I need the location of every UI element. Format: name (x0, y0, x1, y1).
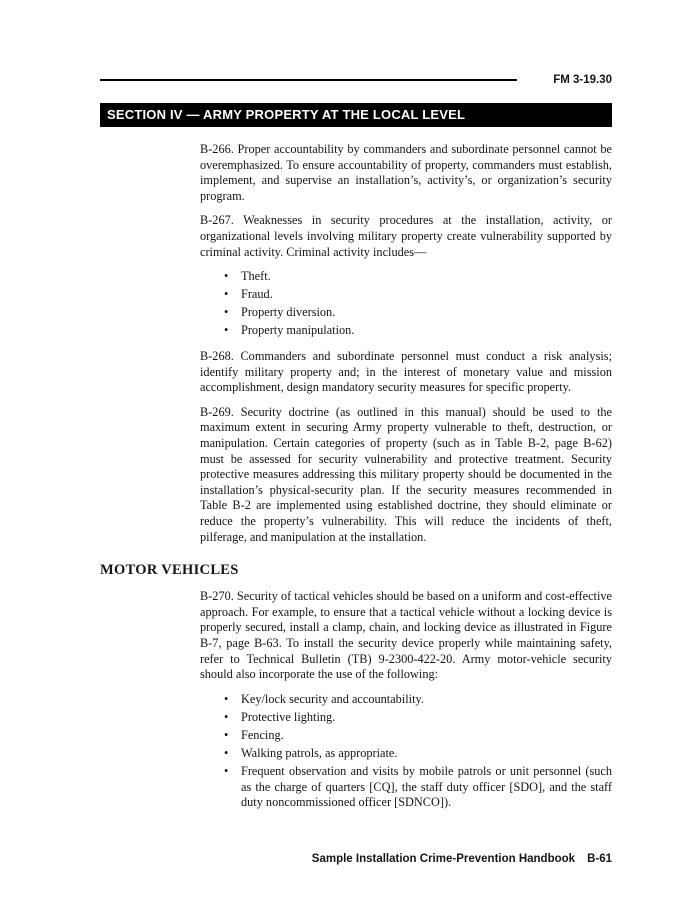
bullet-item: • Fencing. (224, 728, 612, 744)
b267-bullet-list (224, 269, 612, 339)
document-body (100, 142, 612, 811)
bullet-item: • Protective lighting. (224, 710, 612, 726)
paragraph-b267: B-267. Weaknesses in security procedures at the installation, activity, or organizational levels involving military property create vulnerability supported by criminal activity. Criminal activity includes— (200, 213, 612, 259)
b270-bullet-list (224, 692, 612, 811)
motor-vehicles-heading: MOTOR VEHICLES (100, 562, 239, 579)
section-title-bar (100, 103, 612, 127)
page-footer (312, 853, 612, 865)
bullet-item: • Property manipulation. (224, 323, 612, 339)
header-doc-number: FM 3-19.30 (553, 74, 612, 86)
footer-handbook-title: Sample Installation Crime-Prevention Handbook (311, 853, 576, 865)
paragraph-b268: B-268. Commanders and subordinate personnel must conduct a risk analysis; identify military property and; in the interest of monetary value and mission accomplishment, design mandatory security measures for specific property. (200, 349, 612, 395)
bullet-item: • Fraud. (224, 287, 612, 303)
bullet-item: • Walking patrols, as appropriate. (224, 746, 612, 762)
section-title: SECTION IV — ARMY PROPERTY AT THE LOCAL LEVEL (107, 107, 466, 122)
bullet-item: • Property diversion. (224, 305, 612, 321)
bullet-item: • Frequent observation and visits by mobile patrols or unit personnel (such as the charge of quarters [CQ], the staff duty officer [SDO], and the staff duty noncommissioned officer [SDNCO]). (224, 764, 612, 811)
paragraph-b269: B-269. Security doctrine (as outlined in this manual) should be used to the maximum extent in securing Army property vulnerable to theft, destruction, or manipulation. Certain categories of property (such as in Table B-2, page B-62) must be assessed for security vulnerability and protective treatment. Security protective measures addressing this military property should be documented in the installation’s physical-security plan. If the security measures recommended in Table B-2 are implemented using established doctrine, they should eliminate or reduce the property’s vulnerability. This will reduce the incidents of theft, pilferage, and manipulation at the installation. (200, 404, 612, 544)
bullet-item: • Key/lock security and accountability. (224, 692, 612, 708)
footer-page-number: B-61 (587, 853, 612, 865)
paragraph-b270: B-270. Security of tactical vehicles should be based on a uniform and cost-effective approach. For example, to ensure that a tactical vehicle without a locking device is properly secured, install a clamp, chain, and locking device as illustrated in Figure B-7, page B-63. To install the security device properly while maintaining safety, refer to Technical Bulletin (TB) 9-2300-422-20. Army motor-vehicle security should also incorporate the use of the following: (200, 589, 612, 682)
page-header (100, 74, 612, 86)
paragraph-b266: B-266. Proper accountability by commanders and subordinate personnel cannot be overemphasized. To ensure accountability of property, commanders must establish, implement, and supervise an installation’s, activity’s, or organization’s security program. (200, 142, 612, 203)
bullet-item: • Theft. (224, 269, 612, 285)
header-rule (100, 79, 517, 81)
